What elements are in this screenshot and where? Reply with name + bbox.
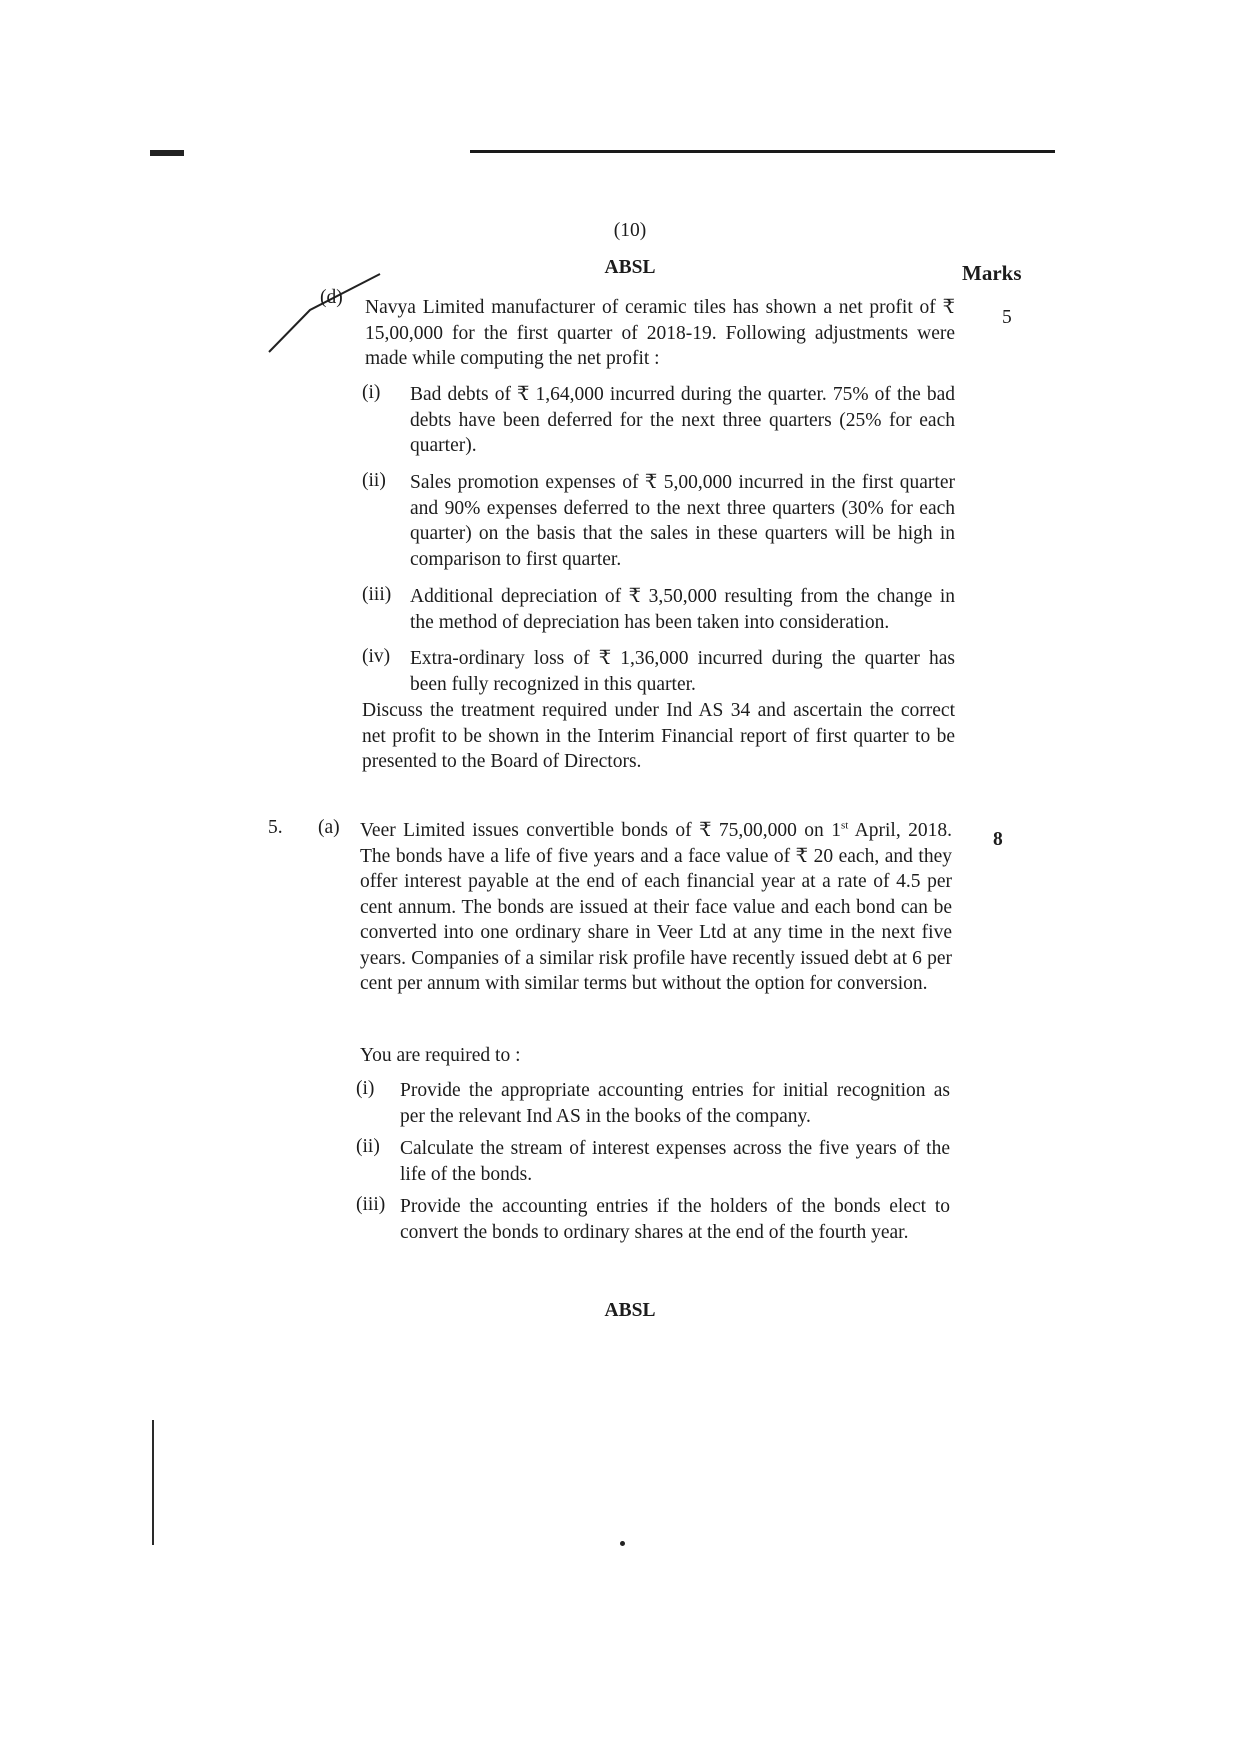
question-5a-intro-start: Veer Limited issues convertible bonds of ₹ 75,00,000 on 1 [360,820,841,841]
question-d-item-num: (iv) [362,646,391,667]
question-5a-item-num: (ii) [356,1136,380,1157]
question-d-item-text: Sales promotion expenses of ₹ 5,00,000 incurred in the first quarter and 90% expenses deferred to the next three quarters (30% for each quarter) on the basis that the sales in these quarters will be high in comparison to first quarter. [410,472,955,570]
question-5a-intro-rest: April, 2018. The bonds have a life of five years and a face value of ₹ 20 each, and they offer interest payable at the end of each financial year at a rate of 4.5 per cent annum. The bonds are issued at their face value and each bond can be converted into one ordinary share in Veer Ltd at any time in the next five years. Companies of a similar risk profile have recently issued debt at 6 per cent per annum with similar terms but without the option for conversion. [360,820,952,994]
question-d-item-text: Extra-ordinary loss of ₹ 1,36,000 incurred during the quarter has been fully recognized in this quarter. [410,648,955,695]
question-5a-intro [360,818,952,997]
header-rule [470,150,1055,153]
question-d-intro: Navya Limited manufacturer of ceramic tiles has shown a net profit of ₹ 15,00,000 for the first quarter of 2018-19. Following adjustments were made while computing the net profit : [365,297,955,369]
question-5a-item-text: Calculate the stream of interest expenses across the five years of the life of the bonds. [400,1138,950,1185]
page-number: (10) [613,220,647,241]
paper-code-footer: ABSL [604,1300,656,1321]
question-5a-label: (a) [318,817,340,838]
question-d-item-text: Bad debts of ₹ 1,64,000 incurred during the quarter. 75% of the bad debts have been deferred for the next three quarters (25% for each quarter). [410,384,955,456]
scan-dot [620,1541,625,1546]
question-d-marks: 5 [1002,307,1012,328]
question-5a-item-num: (iii) [356,1194,386,1215]
question-number: 5. [268,817,283,838]
question-d-item-num: (ii) [362,470,386,491]
question-d-item-text: Additional depreciation of ₹ 3,50,000 resulting from the change in the method of depreciation has been taken into consideration. [410,586,955,633]
question-d-closing: Discuss the treatment required under Ind AS 34 and ascertain the correct net profit to be shown in the Interim Financial report of first quarter to be presented to the Board of Directors. [362,700,955,772]
question-5a-item-num: (i) [356,1078,375,1099]
question-5a-intro-sup: st [840,819,849,832]
question-5a-item-text: Provide the appropriate accounting entries for initial recognition as per the relevant Ind AS in the books of the company. [400,1080,950,1127]
paper-code-header: ABSL [604,257,656,278]
question-5a-required: You are required to : [360,1045,521,1066]
scan-mark-top-left [150,150,184,156]
question-d-label: (d) [320,287,343,308]
marks-heading: Marks [962,261,1022,285]
question-5a-marks: 8 [993,829,1003,850]
question-d-item-num: (iii) [362,584,392,605]
scan-edge-line [152,1420,154,1545]
question-5a-item-text: Provide the accounting entries if the holders of the bonds elect to convert the bonds to ordinary shares at the end of the fourth year. [400,1196,950,1243]
question-d-item-num: (i) [362,382,381,403]
